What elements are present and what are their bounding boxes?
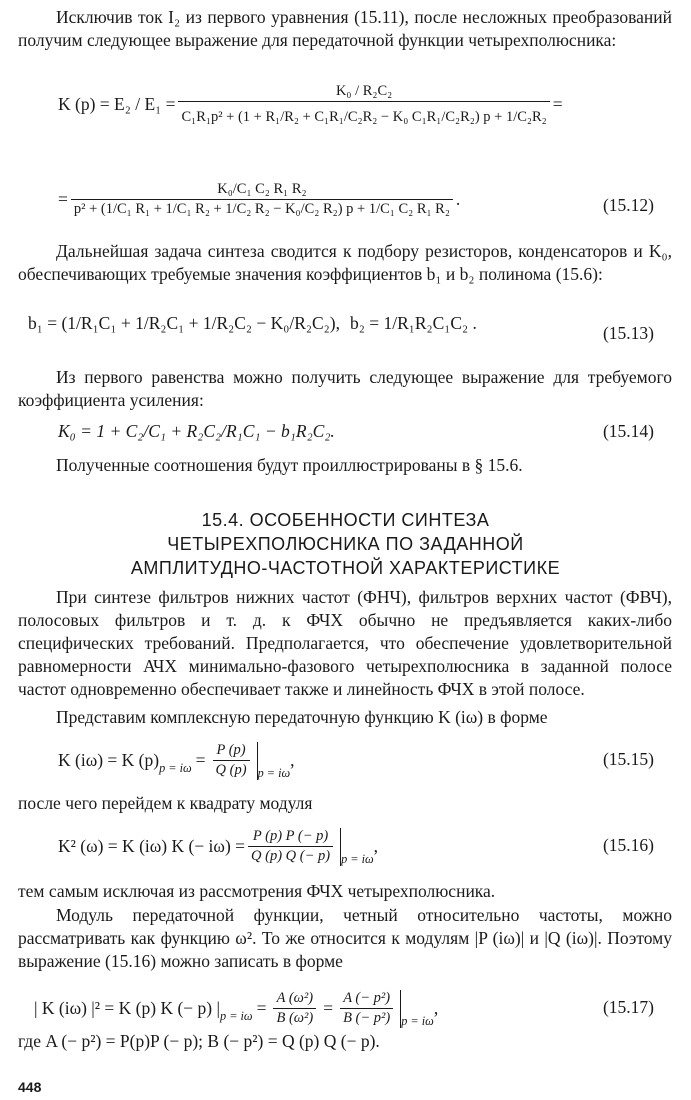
eq-15-12-number: (15.12) bbox=[602, 195, 654, 215]
eq-15-14-text: K₀ = 1 + C₂/C₁ + R₂C₂/R₁C₁ − b₁R₂C₂. bbox=[58, 421, 335, 441]
page-number: 448 bbox=[18, 1079, 42, 1095]
equation-15-13 bbox=[18, 312, 672, 343]
paragraph-modulus: Модуль передаточной функции, четный относительно частоты, можно рассматривать как функцию ω². То же относится к модулям |P (iω)| и |Q (iω)|. Поэтому выражение (15.16) можно записать в форме bbox=[18, 905, 672, 971]
paragraph-results: Полученные соотношения будут проиллюстрированы в § 15.6. bbox=[56, 455, 523, 475]
paragraph-where: где A (− p²) = P(p)P (− p); B (− p²) = Q (p) Q (− p). bbox=[18, 1031, 380, 1051]
section-heading bbox=[0, 508, 691, 580]
eq-15-12-big-fraction: $\frac{\text{K₀ / R₂C₂}}{\text{C₁R₁p² + (1 + R₁/R₂ + C₁R₁/C₂R₂ − K₀ C₁R₁/C₂R₂) p + 1/C₂R₂}}$ bbox=[178, 82, 549, 127]
equation-15-12-second: = K₀/C₁ C₂ R₁ R₂ p² + (1/C₁ R₁ + 1/C₁ R₂ + 1/C₂ R₂ − K₀/C₂ R₂) p + 1/C₁ C₂ R₁ R₂ . (15.12) bbox=[58, 181, 654, 217]
heading-line-1: 15.4. ОСОБЕННОСТИ СИНТЕЗА bbox=[201, 510, 490, 530]
eq-15-16-lhs: K² (ω) = K (iω) K (− iω) = bbox=[58, 836, 246, 856]
equation-15-14 bbox=[18, 420, 672, 441]
heading-line-2: ЧЕТЫРЕХПОЛЮСНИКА ПО ЗАДАННОЙ bbox=[167, 534, 524, 554]
eq-15-15-number: (15.15) bbox=[602, 749, 654, 769]
heading-line-3: АМПЛИТУДНО-ЧАСТОТНОЙ ХАРАКТЕРИСТИКЕ bbox=[130, 558, 561, 578]
eq-15-13-number: (15.13) bbox=[602, 323, 654, 343]
eq-15-12-lhs: K (p) = E₂ / E₁ = bbox=[58, 94, 176, 114]
equation-15-15: K (iω) = K (p) $_{p = i\omega}$ = $\frac{P (p)}{Q (p)}$ $_{p = i\omega}$ , (15.15) bbox=[58, 742, 654, 780]
paragraph-filters: При синтезе фильтров нижних частот (ФНЧ), фильтров верхних частот (ФВЧ), полосовых фильтров и т. д. к ФЧХ обычно не предъявляется каких-либо специфических требований. Предполагается, что обеспечение удовлетворительной равномерности АЧХ минимально-фазового четырехполюсника в заданной полосе частот одновременно обеспечивает также и линейность ФЧХ в этой полосе. bbox=[18, 587, 672, 699]
paragraph-synthesis: Дальнейшая задача синтеза сводится к подбору резисторов, конденсаторов и K₀, обеспечивающих требуемые значения коэффициентов b₁ и b₂ полинома (15.6): bbox=[18, 241, 672, 284]
equation-15-12-first bbox=[18, 82, 672, 125]
paragraph-complex-function: Представим комплексную передаточную функцию K (iω) в форме bbox=[56, 707, 548, 727]
eq-15-15-lhs: K (iω) = K (p) bbox=[58, 750, 160, 770]
paragraph-first-equality: Из первого равенства можно получить следующее выражение для требуемого коэффициента усиления: bbox=[18, 367, 672, 410]
paragraph-intro: Исключив ток I₂ из первого уравнения (15.11), после несложных преобразований получим следующее выражение для передаточной функции четырехполюсника: bbox=[18, 7, 672, 50]
eq-15-12-equals: = bbox=[552, 94, 563, 114]
eq-15-13-b2: b₂ = 1/R₁R₂C₁C₂ . bbox=[349, 313, 477, 333]
eq-15-14-number: (15.14) bbox=[602, 421, 654, 441]
paragraph-exclusion: тем самым исключая из рассмотрения ФЧХ четырехполюсника. bbox=[18, 881, 496, 901]
equation-15-17: | K (iω) |² = K (p) K (− p) | $_{p = i\omega}$ = $\frac{\text{A (ω²)}}{\text{B (ω²)}}$ = $\frac{\text{A (− p²)}}{\text{B (− p²)}}$ $_{p = i\omega}$ , (15.17) bbox=[34, 990, 654, 1028]
paragraph-square-modulus: после чего перейдем к квадрату модуля bbox=[18, 793, 313, 813]
eq-15-16-number: (15.16) bbox=[602, 835, 654, 855]
eq-15-12-second-fraction: K₀/C₁ C₂ R₁ R₂ p² + (1/C₁ R₁ + 1/C₁ R₂ + 1/C₂ R₂ − K₀/C₂ R₂) p + 1/C₁ C₂ R₁ R₂ bbox=[71, 180, 453, 219]
eq-15-17-lhs: | K (iω) |² = K (p) K (− p) | bbox=[34, 998, 221, 1018]
equation-15-16: K² (ω) = K (iω) K (− iω) = $\frac{P (p) P (- p)}{Q (p) Q (- p)}$ $_{p = i\omega}$ , (15.16) bbox=[58, 828, 654, 866]
eq-15-17-number: (15.17) bbox=[602, 997, 654, 1017]
eq-15-13-b1: b₁ = (1/R₁C₁ + 1/R₂C₁ + 1/R₂C₂ − K₀/R₂C₂), bbox=[28, 313, 340, 333]
